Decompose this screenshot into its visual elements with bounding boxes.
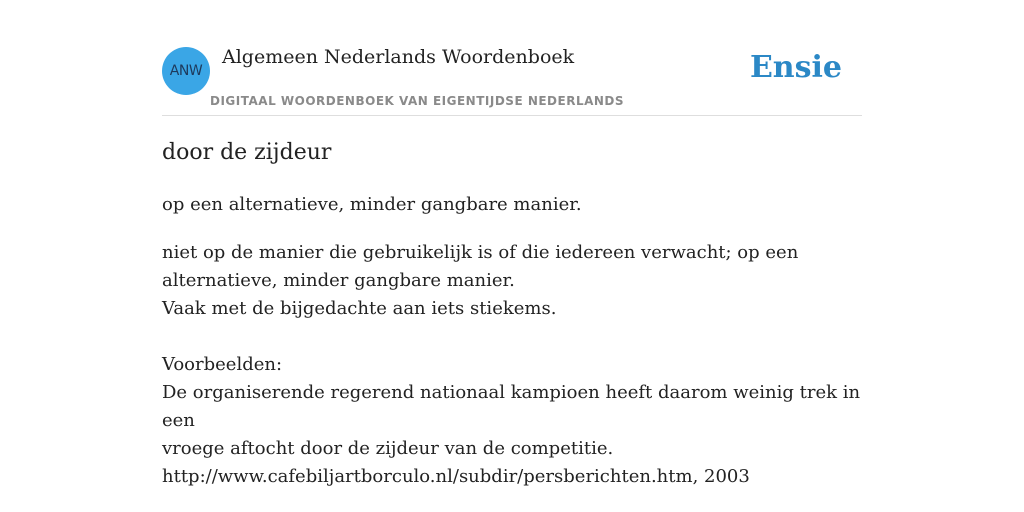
short-definition: op een alternatieve, minder gangbare manier. — [162, 194, 582, 215]
example-line: vroege aftocht door de zijdeur van de competitie. — [162, 438, 614, 459]
example-line: De organiserende regerend nationaal kampioen heeft daarom weinig trek in een — [162, 382, 861, 431]
entry-title: door de zijdeur — [162, 140, 332, 165]
definition-line: niet op de manier die gebruikelijk is of die iedereen verwacht; op een — [162, 242, 799, 263]
anw-logo-text: ANW — [169, 63, 203, 79]
page — [162, 0, 862, 512]
definition-note: Vaak met de bijgedachte aan iets stiekems. — [162, 298, 557, 319]
anw-logo[interactable] — [162, 47, 210, 95]
definition-line: alternatieve, minder gangbare manier. — [162, 270, 515, 291]
long-definition — [162, 239, 862, 491]
spacer — [162, 323, 862, 351]
site-subtitle: DIGITAAL WOORDENBOEK VAN EIGENTIJDSE NEDERLANDS — [210, 94, 625, 108]
example-source: http://www.cafebiljartborculo.nl/subdir/persberichten.htm, 2003 — [162, 466, 750, 487]
site-header — [162, 0, 862, 116]
site-title[interactable]: Algemeen Nederlands Woordenboek — [222, 46, 575, 68]
examples-label: Voorbeelden: — [162, 354, 283, 375]
ensie-brand-logo[interactable]: Ensie — [749, 50, 842, 85]
